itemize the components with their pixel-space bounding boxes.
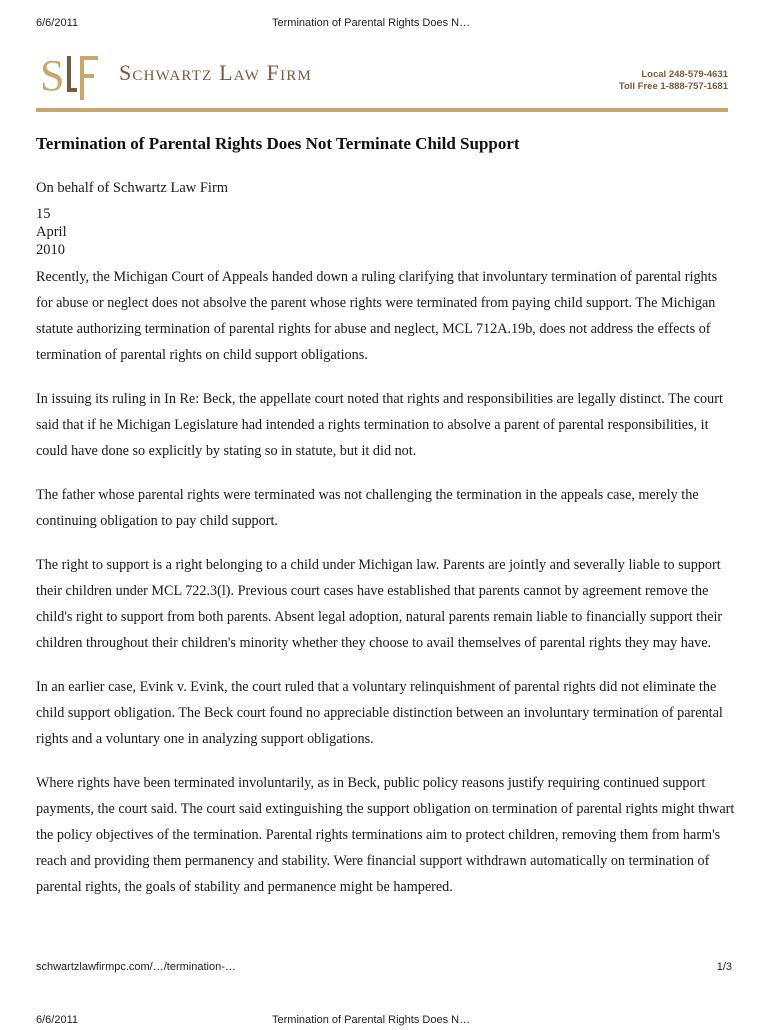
masthead (36, 46, 728, 112)
article-body (36, 264, 736, 918)
print-header (0, 17, 768, 33)
page-number: 1/3 (716, 961, 732, 973)
article-paragraph: Recently, the Michigan Court of Appeals handed down a ruling clarifying that involuntary termination of parental rights for abuse or neglect does not absolve the parent whose rights were terminated from paying child support. The Michigan statute authorizing termination of parental rights for abuse and neglect, MCL 712A.19b, does not address the effects of termination of parental rights on child support obligations. (36, 269, 718, 363)
firm-name[interactable]: Schwartz Law Firm (119, 60, 313, 85)
article-paragraph: In an earlier case, Evink v. Evink, the court ruled that a voluntary relinquishment of parental rights did not eliminate the child support obligation. The Beck court found no appreciable distinction between an involuntary termination of parental rights and a voluntary one in analyzing support obligations. (36, 679, 723, 747)
article-paragraph: The father whose parental rights were terminated was not challenging the termination in the appeals case, merely the continuing obligation to pay child support. (36, 487, 699, 529)
print-page-title: Termination of Parental Rights Does N… (272, 17, 471, 29)
masthead-divider (36, 108, 728, 112)
date-year: 2010 (36, 242, 65, 258)
logo-s: S (40, 51, 65, 100)
print-page-title: Termination of Parental Rights Does N… (272, 1014, 471, 1026)
phone-toll-free: Toll Free 1-888-757-1681 (618, 81, 728, 92)
article-paragraph: The right to support is a right belonging to a child under Michigan law. Parents are jointly and severally liable to support their children under MCL 722.3(l). Previous court cases have established that parents cannot by agreement remove the child's right to support from both parents. Absent legal adoption, natural parents remain liable to financially support their children throughout their children's minority whether they choose to avail themselves of parental rights they may have. (36, 557, 723, 651)
article-paragraph: In issuing its ruling in In Re: Beck, the appellate court noted that rights and responsibilities are legally distinct. The court said that if he Michigan Legislature had intended a rights termination to absolve a parent of parental responsibilities, it could have done so explicitly by stating so in statute, but it did not. (36, 391, 723, 459)
print-footer (36, 961, 732, 977)
article-byline: On behalf of Schwartz Law Firm (36, 180, 229, 196)
firm-logo[interactable] (40, 50, 110, 100)
next-page-header (0, 1014, 768, 1030)
article-title: Termination of Parental Rights Does Not Terminate Child Support (36, 134, 520, 153)
article-paragraph: Where rights have been terminated involuntarily, as in Beck, public policy reasons justify requiring continued support payments, the court said. The court said extinguishing the support obligation on termination of parental rights might thwart the policy objectives of the termination. Parental rights terminations aim to protect children, removing them from harm's reach and providing them permanency and stability. Were financial support withdrawn automatically on termination of parental rights, the goals of stability and permanence might be hampered. (36, 775, 735, 895)
date-month: April (36, 224, 67, 240)
phone-numbers (619, 69, 728, 93)
print-date: 6/6/2011 (36, 17, 79, 29)
phone-local: Local 248-579-4631 (641, 69, 728, 80)
page-url: schwartzlawfirmpc.com/…/termination-… (36, 961, 236, 973)
article-date (36, 205, 67, 259)
print-date: 6/6/2011 (36, 1014, 79, 1026)
date-day: 15 (36, 206, 51, 222)
